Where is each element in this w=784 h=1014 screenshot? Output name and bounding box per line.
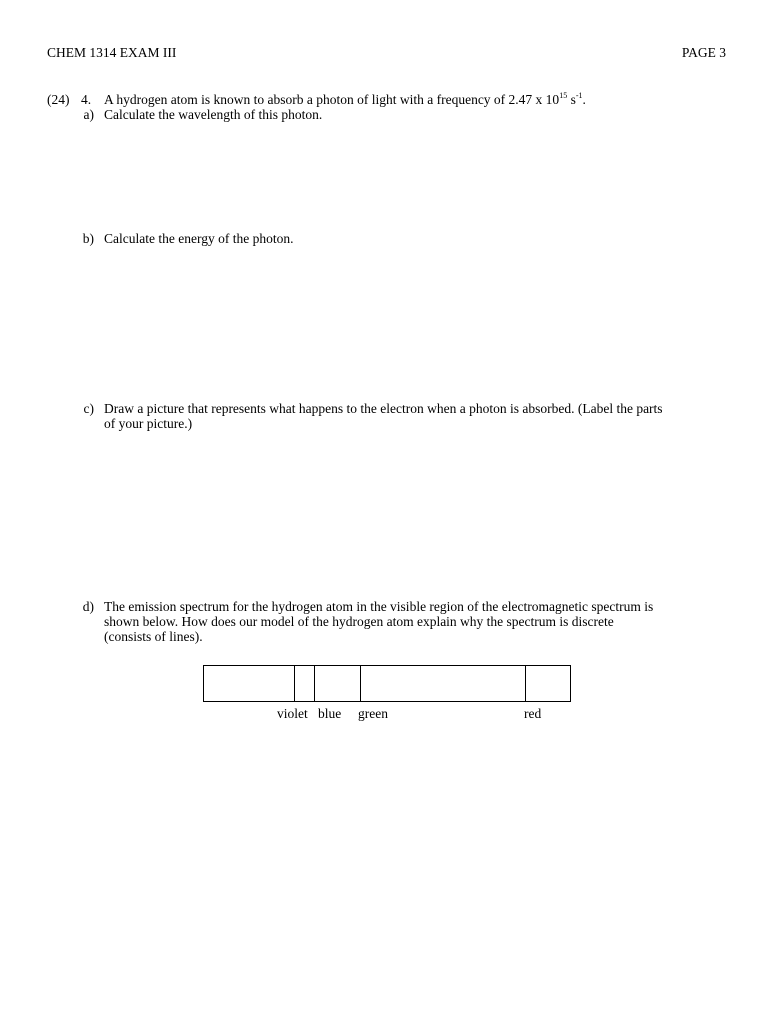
part-b-text: Calculate the energy of the photon.: [104, 231, 294, 246]
part-c-text-line1: Draw a picture that represents what happens to the electron when a photon is absorbed. (Label the parts: [104, 401, 663, 416]
spectrum-label-red: red: [524, 706, 542, 721]
exam-title: CHEM 1314 EXAM III: [47, 45, 177, 60]
part-a-text: Calculate the wavelength of this photon.: [104, 107, 323, 122]
part-d-text-line2: shown below. How does our model of the hydrogen atom explain why the spectrum is discrete: [104, 614, 614, 629]
part-d-text-line1: The emission spectrum for the hydrogen atom in the visible region of the electromagnetic spectrum is: [104, 599, 654, 614]
question-points: (24): [47, 92, 70, 107]
spectrum-label-violet: violet: [277, 706, 308, 721]
page-number: PAGE 3: [681, 45, 726, 60]
emission-spectrum-box: [203, 665, 571, 702]
spectrum-line-violet: [294, 666, 295, 701]
question-number: 4.: [81, 92, 92, 107]
part-c-label: c): [83, 401, 94, 416]
spectrum-line-green: [360, 666, 361, 701]
spectrum-line-red: [525, 666, 526, 701]
part-d-text-line3: (consists of lines).: [104, 629, 203, 644]
part-d-label: d): [82, 599, 94, 614]
spectrum-label-blue: blue: [318, 706, 342, 721]
spectrum-line-blue: [314, 666, 315, 701]
part-b-label: b): [82, 231, 94, 246]
spectrum-label-green: green: [358, 706, 388, 721]
question-stem: A hydrogen atom is known to absorb a photon of light with a frequency of 2.47 x $10^{15}$ $s^{-1}$.: [104, 90, 586, 107]
part-c-text-line2: of your picture.): [104, 416, 193, 431]
part-a-label: a): [83, 107, 94, 122]
